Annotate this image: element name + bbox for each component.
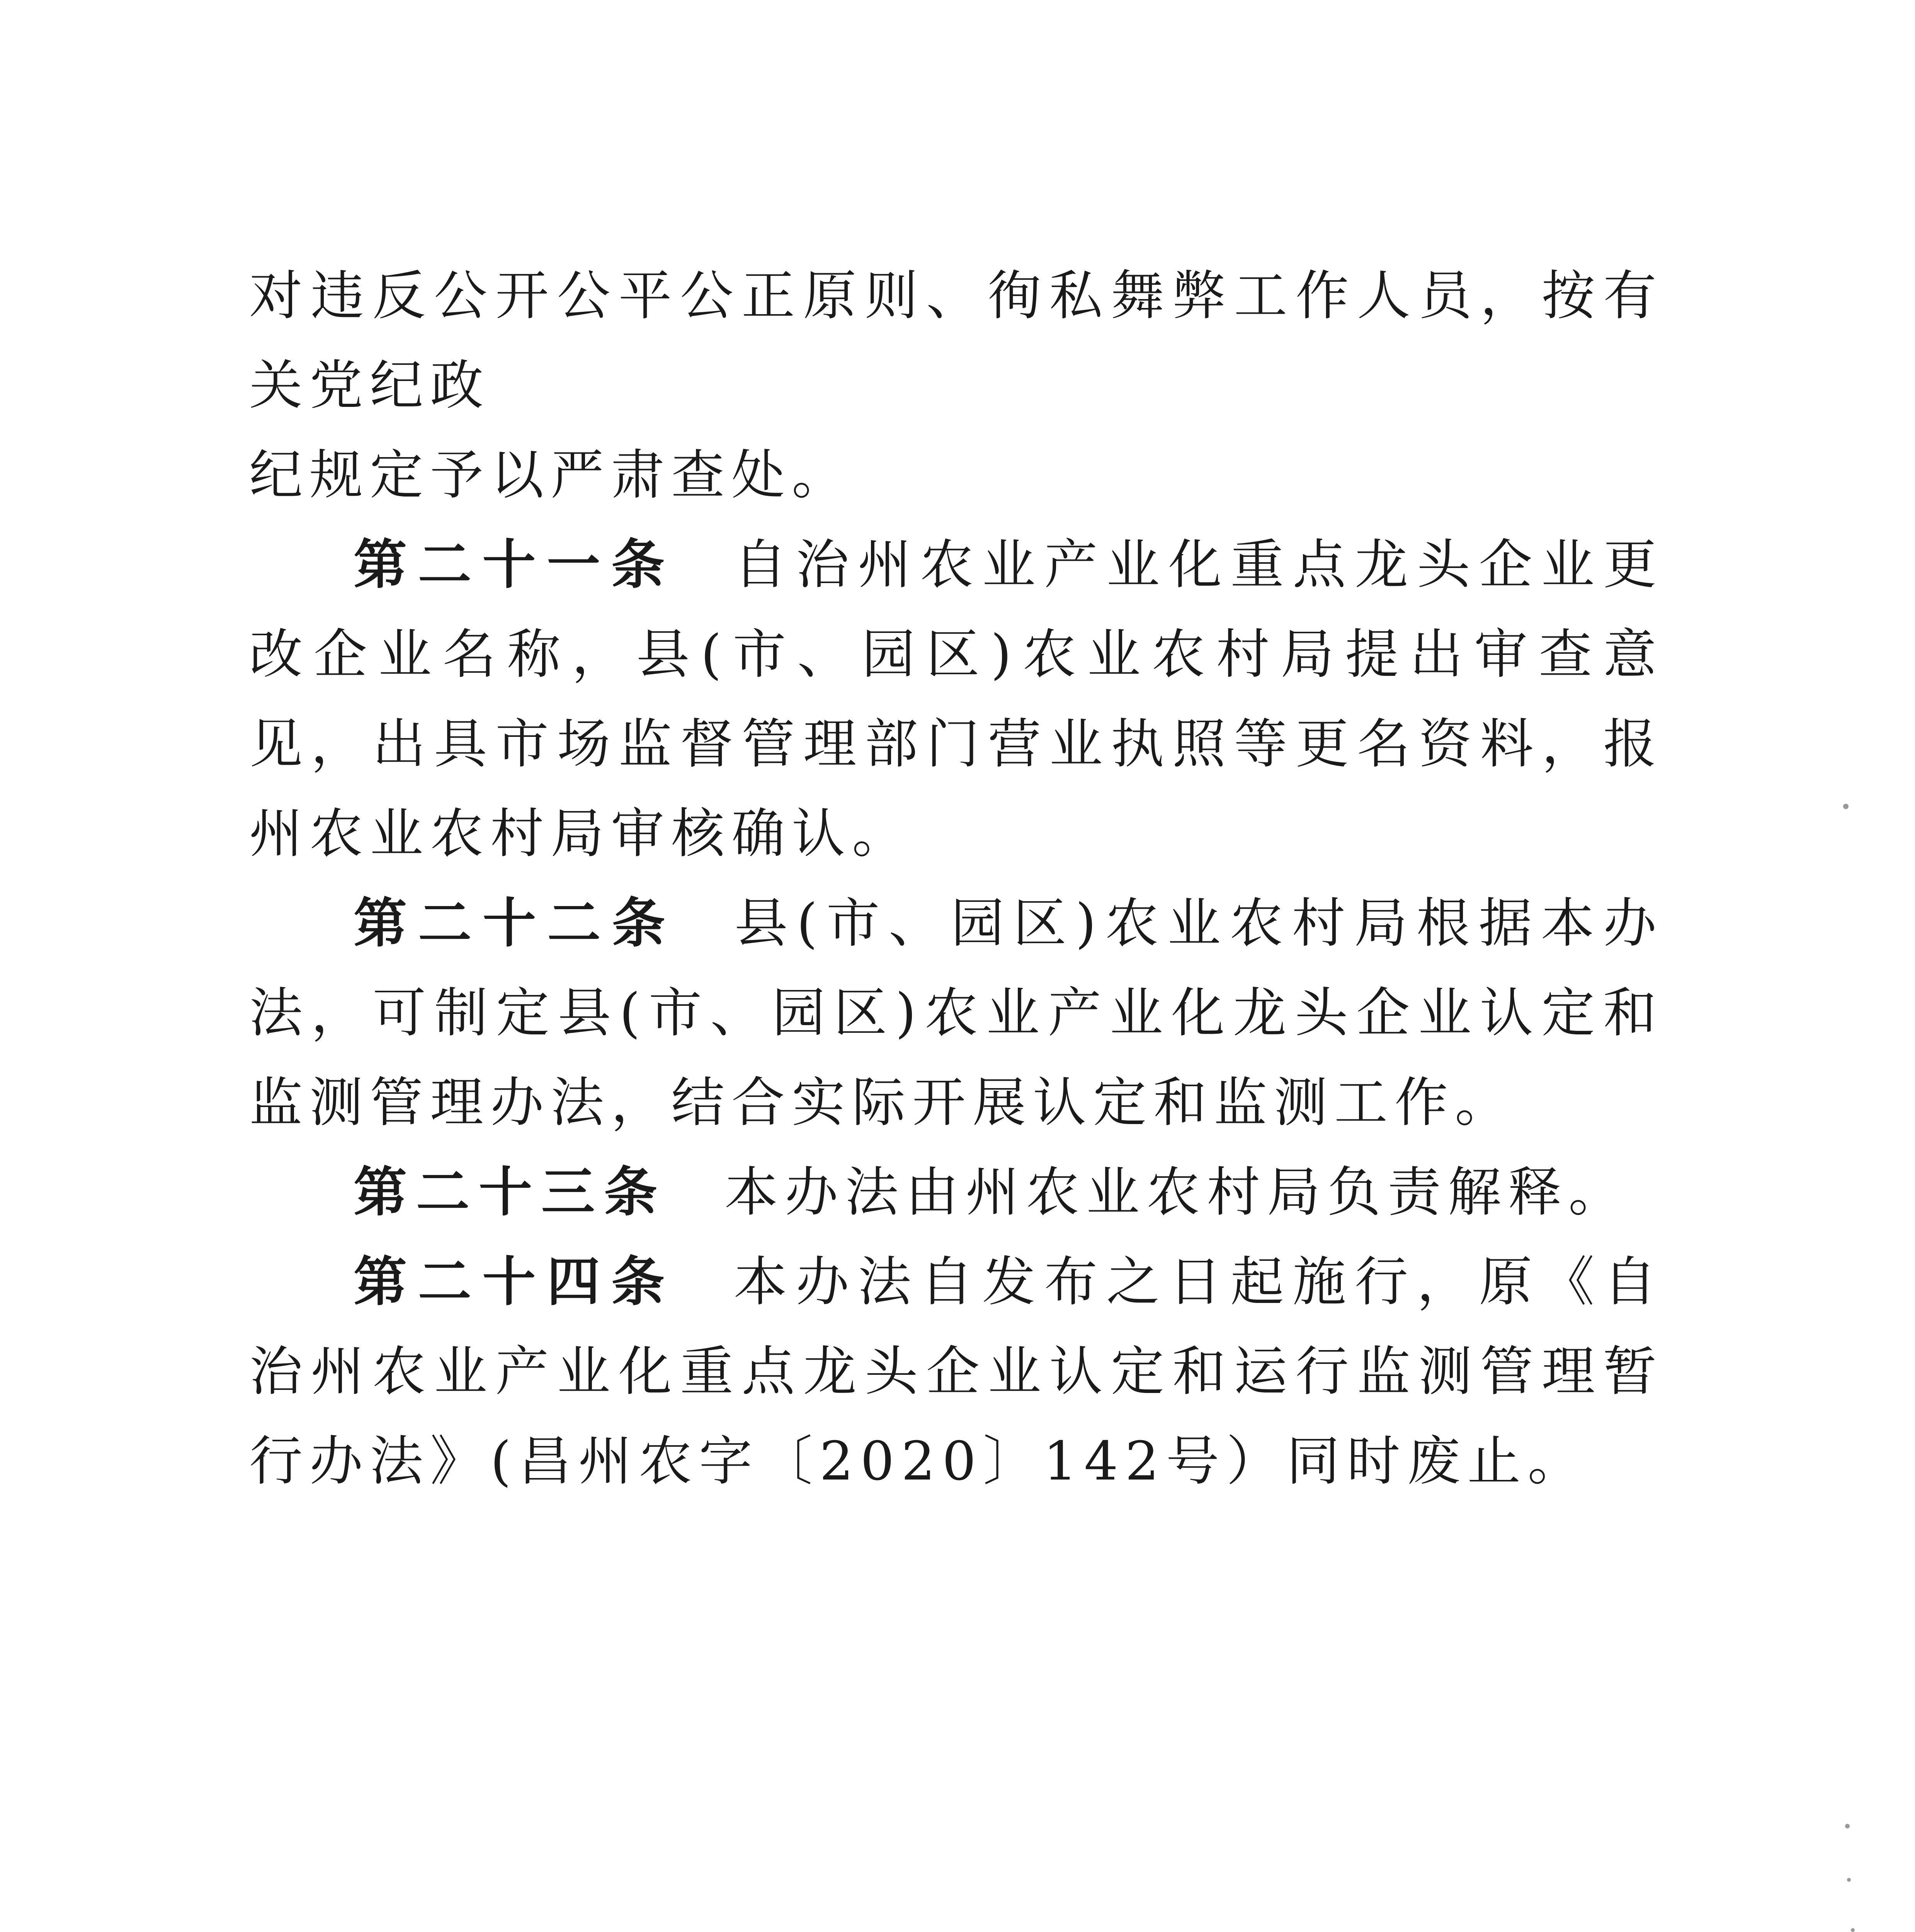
article-23-label: 第二十三条: [354, 1161, 667, 1223]
article-24-text: 本办法自发布之日起施行，原《自治州农业产业化重点龙头企业认定和运行监测管理暂行办法》(昌州农字〔2020〕142号）同时废止。: [249, 1251, 1663, 1492]
article-21-text: 自治州农业产业化重点龙头企业更改企业名称，县(市、园区)农业农村局提出审查意见，出具市场监督管理部门营业执照等更名资料，报州农业农村局审核确认。: [249, 534, 1663, 865]
scan-speck: [1847, 1878, 1851, 1882]
article-22: [249, 879, 1663, 1148]
article-24: [249, 1237, 1663, 1506]
article-22-label: 第二十二条: [354, 892, 677, 954]
scan-speck: [1845, 1824, 1850, 1828]
continuation-paragraph: [249, 251, 1663, 520]
article-23-text: 本办法由州农业农村局负责解释。: [725, 1161, 1629, 1223]
article-21: [249, 520, 1663, 879]
article-22-text: 县(市、园区)农业农村局根据本办法，可制定县(市、园区)农业产业化龙头企业认定和监测管理办法，结合实际开展认定和监测工作。: [249, 892, 1663, 1134]
article-24-label: 第二十四条: [354, 1251, 676, 1313]
article-23: [249, 1148, 1663, 1237]
scan-speck: [1851, 1928, 1855, 1932]
continuation-line-2: 纪规定予以严肃查处。: [249, 444, 852, 506]
continuation-line-1: 对违反公开公平公正原则、徇私舞弊工作人员，按有关党纪政: [249, 265, 1663, 417]
article-21-label: 第二十一条: [354, 534, 676, 596]
document-body: [249, 251, 1663, 1506]
scan-speck: [1843, 804, 1849, 809]
